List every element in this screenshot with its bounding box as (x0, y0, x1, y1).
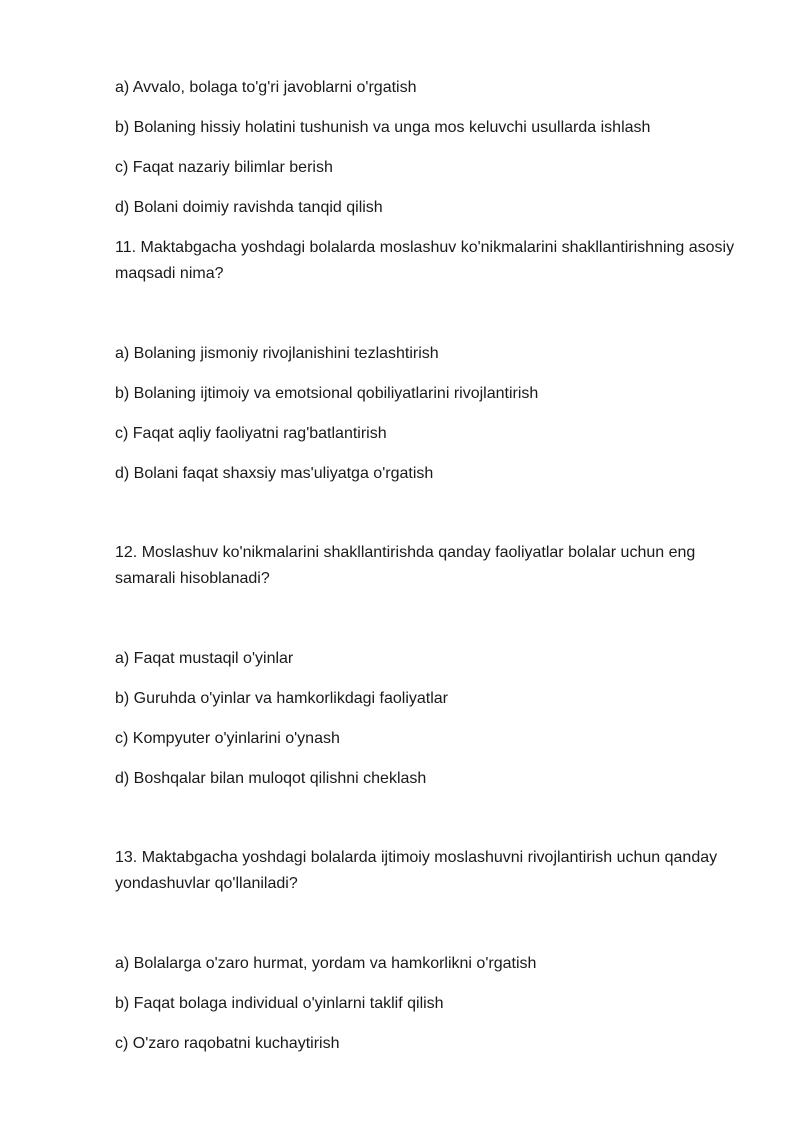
q12-option-d: d) Boshqalar bilan muloqot qilishni cheklash (115, 770, 427, 787)
q13-option-a: a) Bolalarga o'zaro hurmat, yordam va hamkorlikni o'rgatish (115, 955, 537, 972)
q11-option-b: b) Bolaning ijtimoiy va emotsional qobiliyatlarini rivojlantirish (115, 385, 539, 402)
q13-option-b: b) Faqat bolaga individual o'yinlarni taklif qilish (115, 995, 444, 1012)
q11-option-a: a) Bolaning jismoniy rivojlanishini tezlashtirish (115, 345, 439, 362)
question-13: 13. Maktabgacha yoshdagi bolalarda ijtimoiy moslashuvni rivojlantirish uchun qanday yondashuvlar qo'llaniladi? (115, 849, 718, 892)
q12-option-a: a) Faqat mustaqil o'yinlar (115, 650, 294, 667)
answer-option-b: b) Bolaning hissiy holatini tushunish va unga mos keluvchi usullarda ishlash (115, 119, 651, 136)
q12-option-b: b) Guruhda o'yinlar va hamkorlikdagi faoliyatlar (115, 690, 448, 707)
answer-option-d: d) Bolani doimiy ravishda tanqid qilish (115, 199, 383, 216)
q12-option-c: c) Kompyuter o'yinlarini o'ynash (115, 730, 340, 747)
answer-option-c: c) Faqat nazariy bilimlar berish (115, 159, 333, 176)
q11-option-c: c) Faqat aqliy faoliyatni rag'batlantirish (115, 425, 387, 442)
answer-option-a: a) Avvalo, bolaga to'g'ri javoblarni o'rgatish (115, 79, 417, 96)
q11-option-d: d) Bolani faqat shaxsiy mas'uliyatga o'rgatish (115, 465, 434, 482)
q13-option-c: c) O'zaro raqobatni kuchaytirish (115, 1035, 340, 1052)
question-11: 11. Maktabgacha yoshdagi bolalarda moslashuv ko'nikmalarini shakllantirishning asosiy maqsadi nima? (115, 239, 735, 282)
question-12: 12. Moslashuv ko'nikmalarini shakllantirishda qanday faoliyatlar bolalar uchun eng samarali hisoblanadi? (115, 544, 696, 587)
